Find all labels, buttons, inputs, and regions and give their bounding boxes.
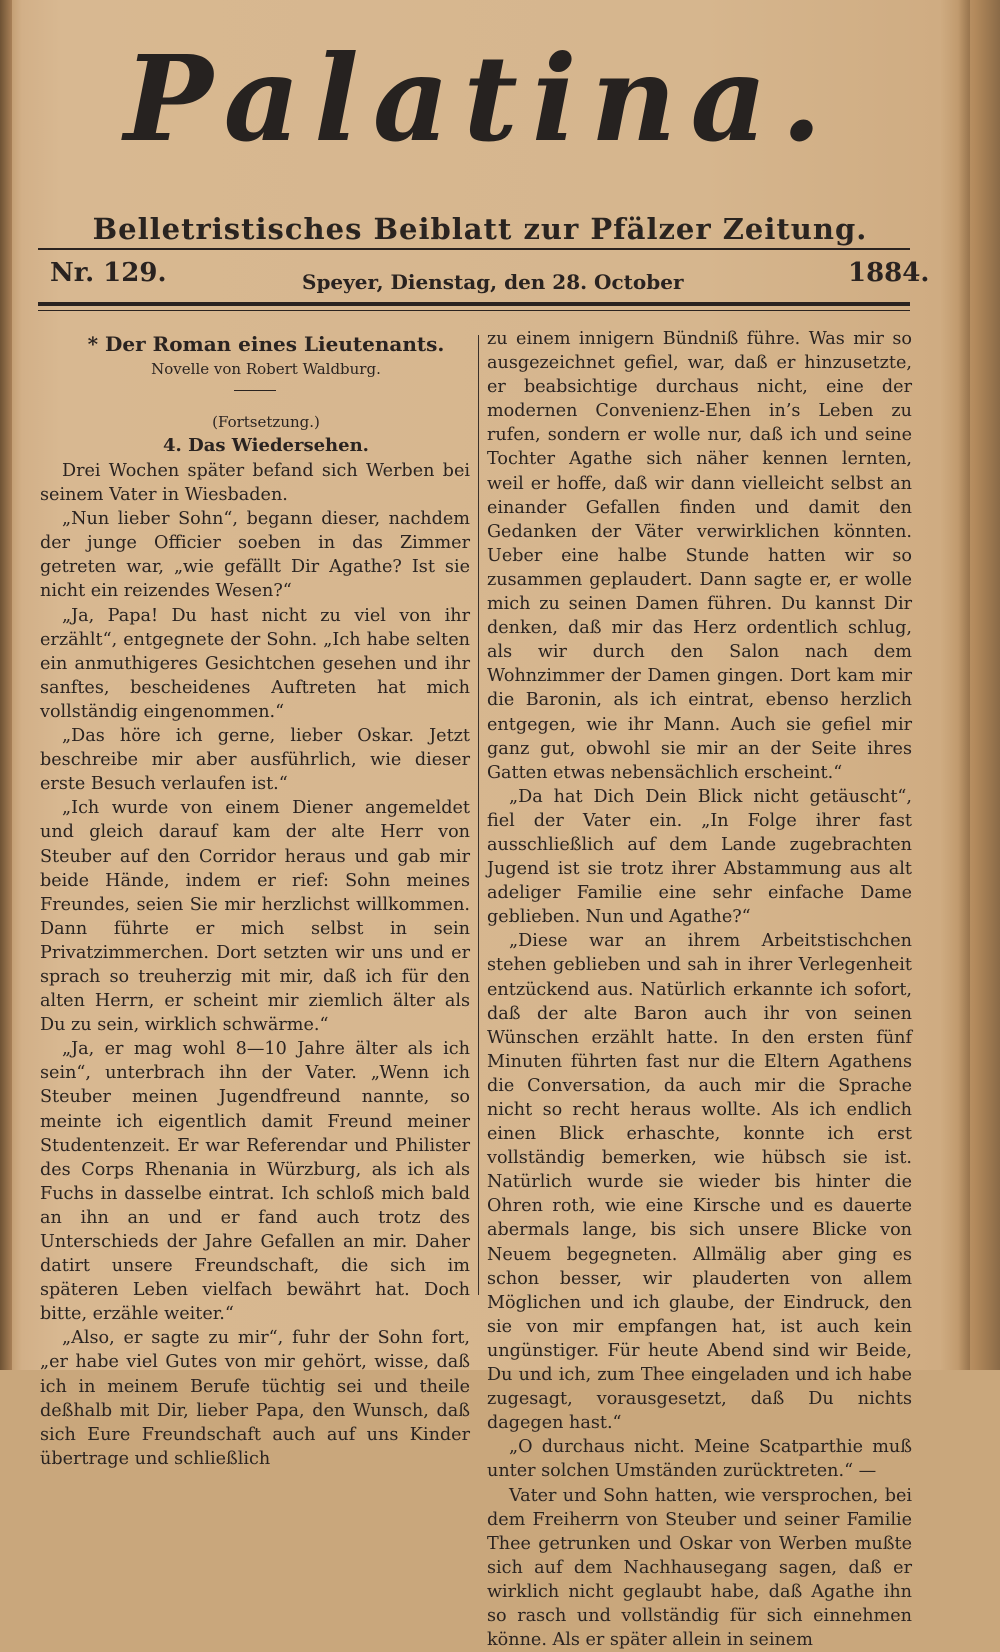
paragraph: zu einem innigern Bündniß führe. Was mir so ausgezeichnet gefiel, war, daß er hinzusetzte, er beabsichtige durchaus nicht, eine der modernen Convenienz-Ehen in’s Leben zu rufen, sondern er wolle nur, daß ich und seine Tochter Agathe sich näher kennen lernten, weil er hoffe, daß wir dann vielleicht selbst an einander Gefallen finden und damit den Gedanken der Väter verwirklichen könnten. Ueber eine halbe Stunde hatten wir so zusammen geplaudert. Dann sagte er, er wolle mich zu seinen Damen führen. Du kannst Dir denken, daß mir das Herz ordentlich schlug, als wir durch den Salon nach dem Wohnzimmer der Damen gingen. Dort kam mir die Baronin, als ich eintrat, ebenso herzlich entgegen, wie ihr Mann. Auch sie gefiel mir ganz gut, obwohl sie mir an der Seite ihres Gatten etwas nebensächlich erscheint.“ bbox=[487, 327, 912, 785]
byline-divider bbox=[234, 390, 276, 391]
column-divider bbox=[478, 335, 479, 1295]
paragraph: Drei Wochen später befand sich Werben bei seinem Vater in Wiesbaden. bbox=[40, 459, 470, 507]
paragraph: „Ich wurde von einem Diener angemeldet und gleich darauf kam der alte Herr von Steuber auf den Corridor heraus und gab mir beide Hände, indem er rief: Sohn meines Freundes, seien Sie mir herzlichst willkommen. Dann führte er mich selbst in sein Privatzimmerchen. Dort setzten wir uns und er sprach so treuherzig mit mir, daß ich für den alten Herrn, er scheint mir ziemlich älter als Du zu sein, wirklich schwärme.“ bbox=[40, 796, 470, 1037]
paragraph: „O durchaus nicht. Meine Scatparthie muß unter solchen Umständen zurücktreten.“ — bbox=[487, 1435, 912, 1483]
issue-date: Speyer, Dienstag, den 28. October bbox=[302, 270, 683, 310]
chapter-heading: 4. Das Wiedersehen. bbox=[40, 433, 470, 459]
dateline-bottom-thin-rule bbox=[38, 310, 910, 311]
page-right-edge-shadow bbox=[958, 0, 970, 1370]
masthead-subtitle: Belletristisches Beiblatt zur Pfälzer Zeitung. bbox=[40, 212, 920, 246]
paragraph: „Nun lieber Sohn“, begann dieser, nachdem der junge Officier soeben in das Zimmer getreten war, „wie gefällt Dir Agathe? Ist sie nicht ein reizendes Wesen?“ bbox=[40, 507, 470, 603]
continued-note: (Fortsetzung.) bbox=[40, 411, 470, 433]
story-byline: Novelle von Robert Waldburg. bbox=[40, 358, 470, 380]
left-column bbox=[40, 330, 470, 1471]
paragraph: „Das höre ich gerne, lieber Oskar. Jetzt beschreibe mir aber ausführlich, wie dieser erste Besuch verlaufen ist.“ bbox=[40, 724, 470, 796]
dateline-top-rule bbox=[38, 248, 910, 250]
story-title: * Der Roman eines Lieutenants. bbox=[40, 330, 470, 358]
masthead-title: Palatina. bbox=[40, 40, 920, 158]
paragraph: „Ja, Papa! Du hast nicht zu viel von ihr erzählt“, entgegnete der Sohn. „Ich habe selten ein anmuthigeres Gesichtchen gesehen und ihr sanftes, bescheidenes Auftreten hat mich vollständig eingenommen.“ bbox=[40, 604, 470, 724]
page-binding-edge bbox=[0, 0, 12, 1370]
right-column bbox=[487, 327, 912, 1652]
paragraph: „Diese war an ihrem Arbeitstischchen stehen geblieben und sah in ihrer Verlegenheit entzückend aus. Natürlich erkannte ich sofort, daß der alte Baron auch ihr von seinen Wünschen erzählt hatte. In den ersten fünf Minuten führten fast nur die Eltern Agathens die Conversation, da auch mir die Sprache nicht so recht heraus wollte. Als ich endlich einen Blick erhaschte, konnte ich erst vollständig bemerken, wie hübsch sie ist. Natürlich wurde sie wieder bis hinter die Ohren roth, wie eine Kirsche und es dauerte abermals lange, bis sich unsere Blicke von Neuem begegneten. Allmälig aber ging es schon besser, wir plauderten von allem Möglichen und ich glaube, der Eindruck, den sie von mir empfangen hat, ist auch kein ungünstiger. Für heute Abend sind wir Beide, Du und ich, zum Thee eingeladen und ich habe zugesagt, vorausgesetzt, daß Du nichts dagegen hast.“ bbox=[487, 929, 912, 1435]
issue-number: Nr. 129. bbox=[50, 258, 167, 298]
paragraph: „Ja, er mag wohl 8—10 Jahre älter als ich sein“, unterbrach ihn der Vater. „Wenn ich Steuber meinen Jugendfreund nannte, so meinte ich eigentlich damit Freund meiner Studentenzeit. Er war Referendar und Philister des Corps Rhenania in Würzburg, als ich als Fuchs in dasselbe eintrat. Ich schloß mich bald an ihn an und er fand auch trotz des Unterschieds der Jahre Gefallen an mir. Daher datirt unsere Freundschaft, die sich im späteren Leben vielfach bewährt hat. Doch bitte, erzähle weiter.“ bbox=[40, 1037, 470, 1326]
paragraph: Vater und Sohn hatten, wie versprochen, bei dem Freiherrn von Steuber und seiner Familie Thee getrunken und Oskar von Werben mußte sich auf dem Nachhausegang sagen, daß er wirklich nicht geglaubt habe, daß Agathe ihn so rasch und vollständig für sich einnehmen könne. Als er später allein in seinem bbox=[487, 1484, 912, 1652]
paragraph: „Da hat Dich Dein Blick nicht getäuscht“, fiel der Vater ein. „In Folge ihrer fast ausschließlich auf dem Lande zugebrachten Jugend ist sie trotz ihrer Abstammung aus alt adeliger Familie eine sehr einfache Dame geblieben. Nun und Agathe?“ bbox=[487, 785, 912, 930]
issue-year: 1884. bbox=[848, 258, 929, 298]
dateline-bottom-rule bbox=[38, 302, 910, 306]
paragraph: „Also, er sagte zu mir“, fuhr der Sohn fort, „er habe viel Gutes von mir gehört, wisse, daß ich in meinem Berufe tüchtig sei und theile deßhalb mit Dir, lieber Papa, den Wunsch, daß sich Eure Freundschaft auch auf uns Kinder übertrage und schließlich bbox=[40, 1326, 470, 1471]
